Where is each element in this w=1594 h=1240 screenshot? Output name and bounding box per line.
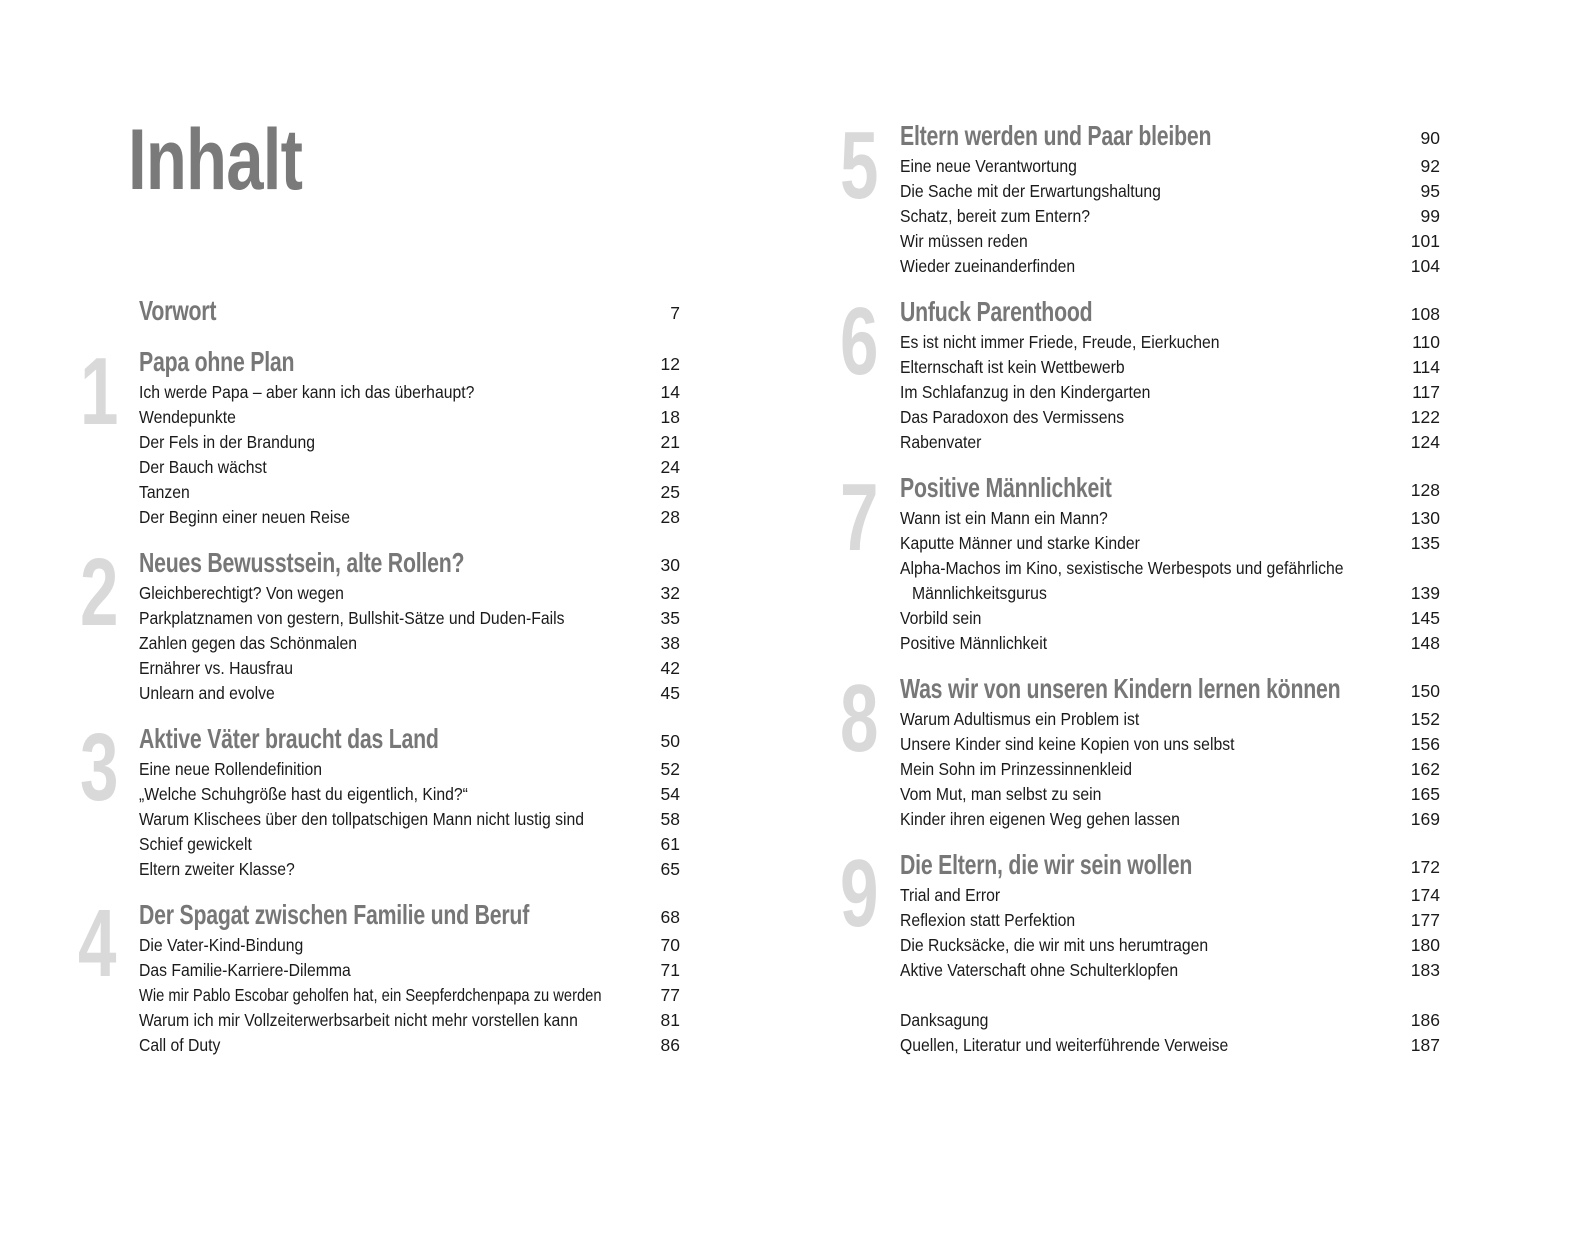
toc-entry[interactable]: [900, 958, 1440, 983]
toc-entry[interactable]: [900, 430, 1440, 455]
toc-entry[interactable]: [139, 631, 680, 656]
chapter-title: Eltern werden und Paar bleiben: [900, 120, 1212, 151]
entry-title: „Welche Schuhgröße hast du eigentlich, Kind?“: [139, 784, 468, 804]
page-number: 104: [1410, 256, 1440, 276]
chapter-title: Die Eltern, die wir sein wollen: [900, 849, 1193, 880]
chapter-number: 9: [840, 840, 879, 947]
page-number: 174: [1410, 885, 1440, 905]
page-number: 14: [660, 382, 680, 402]
page-number: 77: [660, 985, 680, 1005]
chapter-title: Der Spagat zwischen Familie und Beruf: [139, 899, 530, 930]
toc-entry-quellen[interactable]: [900, 1033, 1440, 1058]
toc-entry[interactable]: [139, 757, 680, 782]
page-number: 177: [1410, 910, 1440, 930]
chapter-number: 7: [840, 464, 879, 571]
chapter-heading[interactable]: [139, 723, 680, 754]
toc-entry[interactable]: [900, 229, 1440, 254]
toc-entry[interactable]: [900, 933, 1440, 958]
page-number: 90: [1420, 128, 1440, 148]
entry-title: Unlearn and evolve: [139, 683, 275, 703]
toc-entry[interactable]: [139, 606, 680, 631]
page-number: 152: [1410, 709, 1440, 729]
page-number: 70: [660, 935, 680, 955]
toc-entry[interactable]: [139, 958, 680, 983]
entry-title: Das Familie-Karriere-Dilemma: [139, 960, 351, 980]
page-number: 12: [660, 354, 680, 374]
page-number: 58: [660, 809, 680, 829]
entry-title: Schief gewickelt: [139, 834, 252, 854]
toc-entry[interactable]: [900, 154, 1440, 179]
entry-title: Trial and Error: [900, 885, 1001, 905]
toc-entry[interactable]: [139, 505, 680, 530]
toc-entry[interactable]: [900, 883, 1440, 908]
entry-title: Quellen, Literatur und weiterführende Verweise: [900, 1035, 1229, 1055]
toc-entry[interactable]: [900, 606, 1440, 631]
toc-entry[interactable]: [900, 732, 1440, 757]
page-number: 148: [1410, 633, 1440, 653]
toc-entry[interactable]: [900, 556, 1440, 606]
entry-title-continuation: Männlichkeitsgurus: [912, 583, 1047, 603]
page-number: 42: [660, 658, 680, 678]
page-number: 38: [660, 633, 680, 653]
entry-title: Zahlen gegen das Schönmalen: [139, 633, 358, 653]
chapter-title: Papa ohne Plan: [139, 346, 295, 377]
toc-entry[interactable]: [139, 857, 680, 882]
chapter-number: 2: [80, 539, 119, 646]
entry-title: Es ist nicht immer Friede, Freude, Eierkuchen: [900, 332, 1220, 352]
toc-entry[interactable]: [139, 455, 680, 480]
page-number: 108: [1410, 304, 1440, 324]
chapter-number: 6: [840, 288, 879, 395]
toc-entry[interactable]: [139, 405, 680, 430]
page-number: 187: [1410, 1035, 1440, 1055]
entry-title: Vom Mut, man selbst zu sein: [900, 784, 1102, 804]
entry-title: Kinder ihren eigenen Weg gehen lassen: [900, 809, 1180, 829]
page-number: 68: [660, 907, 680, 927]
entry-title: Wie mir Pablo Escobar geholfen hat, ein Seepferdchenpapa zu werden: [139, 985, 602, 1005]
page-number: 110: [1412, 332, 1440, 352]
toc-entry[interactable]: [900, 631, 1440, 656]
chapter-heading[interactable]: [900, 472, 1440, 503]
page-number: 45: [660, 683, 680, 703]
chapter-heading[interactable]: [139, 547, 680, 578]
toc-entry[interactable]: [900, 254, 1440, 279]
page-number: 71: [660, 960, 680, 980]
toc-vorwort[interactable]: [139, 295, 680, 326]
toc-entry[interactable]: [900, 405, 1440, 430]
page-number: 95: [1420, 181, 1440, 201]
toc-entry[interactable]: [139, 782, 680, 807]
page-number: 169: [1410, 809, 1440, 829]
entry-title: Eltern zweiter Klasse?: [139, 859, 295, 879]
entry-title: Die Vater-Kind-Bindung: [139, 935, 304, 955]
entry-title: Tanzen: [139, 482, 190, 502]
entry-title: Elternschaft ist kein Wettbewerb: [900, 357, 1125, 377]
page-number: 50: [660, 731, 680, 751]
toc-entry[interactable]: [900, 330, 1440, 355]
toc-entry[interactable]: [139, 480, 680, 505]
chapter-heading[interactable]: [900, 120, 1440, 151]
page-number: 92: [1420, 156, 1440, 176]
toc-entry[interactable]: [139, 681, 680, 706]
entry-title: Warum Adultismus ein Problem ist: [900, 709, 1140, 729]
page-number: 128: [1410, 480, 1440, 500]
page-number: 21: [660, 432, 680, 452]
entry-title: Das Paradoxon des Vermissens: [900, 407, 1125, 427]
entry-title: Eine neue Verantwortung: [900, 156, 1077, 176]
page-number: 52: [660, 759, 680, 779]
entry-title: Aktive Vaterschaft ohne Schulterklopfen: [900, 960, 1179, 980]
entry-title: Danksagung: [900, 1010, 989, 1030]
toc-entry[interactable]: [900, 204, 1440, 229]
entry-title: Der Bauch wächst: [139, 457, 267, 477]
entry-title: Unsere Kinder sind keine Kopien von uns selbst: [900, 734, 1235, 754]
page-number: 156: [1410, 734, 1440, 754]
entry-title: Wann ist ein Mann ein Mann?: [900, 508, 1108, 528]
chapter-heading[interactable]: [139, 346, 680, 377]
page-number: 61: [660, 834, 680, 854]
page-number: 24: [660, 457, 680, 477]
page-number: 122: [1410, 407, 1440, 427]
page-number: 145: [1410, 608, 1440, 628]
entry-title: Warum Klischees über den tollpatschigen Mann nicht lustig sind: [139, 809, 585, 829]
chapter-heading[interactable]: [900, 849, 1440, 880]
entry-title: Positive Männlichkeit: [900, 633, 1048, 653]
toc-entry[interactable]: [900, 782, 1440, 807]
entry-title: Schatz, bereit zum Entern?: [900, 206, 1090, 226]
entry-title: Warum ich mir Vollzeiterwerbsarbeit nicht mehr vorstellen kann: [139, 1010, 578, 1030]
page-number: 54: [660, 784, 680, 804]
toc-entry[interactable]: [900, 908, 1440, 933]
entry-title: Alpha-Machos im Kino, sexistische Werbespots und gefährliche: [900, 558, 1344, 578]
page-number: 35: [660, 608, 680, 628]
toc-entry[interactable]: [139, 933, 680, 958]
page-number: 124: [1410, 432, 1440, 452]
page-number: 114: [1412, 357, 1440, 377]
page-number: 165: [1410, 784, 1440, 804]
chapter-title: Unfuck Parenthood: [900, 296, 1093, 327]
chapter-number: 1: [80, 338, 119, 445]
entry-title: Parkplatznamen von gestern, Bullshit-Sätze und Duden-Fails: [139, 608, 565, 628]
entry-title: Mein Sohn im Prinzessinnenkleid: [900, 759, 1133, 779]
toc-entry[interactable]: [900, 531, 1440, 556]
chapter-number: 3: [80, 714, 119, 821]
entry-title: Ich werde Papa – aber kann ich das überhaupt?: [139, 382, 475, 402]
entry-title: Im Schlafanzug in den Kindergarten: [900, 382, 1151, 402]
entry-title: Vorbild sein: [900, 608, 982, 628]
entry-title: Eine neue Rollendefinition: [139, 759, 323, 779]
page-number: 150: [1410, 681, 1440, 701]
chapter-title: Positive Männlichkeit: [900, 472, 1112, 503]
page-number: 172: [1410, 857, 1440, 877]
entry-title: Kaputte Männer und starke Kinder: [900, 533, 1140, 553]
toc-entry[interactable]: [139, 983, 680, 1008]
chapter-heading[interactable]: [900, 673, 1440, 704]
chapter-title: Aktive Väter braucht das Land: [139, 723, 439, 754]
page-number: 65: [660, 859, 680, 879]
entry-title: Wir müssen reden: [900, 231, 1028, 251]
toc-entry[interactable]: [139, 380, 680, 405]
chapter-heading[interactable]: [139, 899, 680, 930]
toc-entry[interactable]: [139, 1008, 680, 1033]
page-number: 139: [1410, 583, 1440, 603]
toc-entry[interactable]: [900, 380, 1440, 405]
page-number: 99: [1420, 206, 1440, 226]
chapter-number: 5: [840, 112, 879, 219]
toc-entry-danksagung[interactable]: [900, 1008, 1440, 1033]
toc-entry[interactable]: [900, 506, 1440, 531]
chapter-title: Was wir von unseren Kindern lernen können: [900, 673, 1341, 704]
page-number: 86: [660, 1035, 680, 1055]
toc-entry[interactable]: [139, 581, 680, 606]
entry-title: Die Sache mit der Erwartungshaltung: [900, 181, 1161, 201]
page-number: 135: [1410, 533, 1440, 553]
page-number: 117: [1412, 382, 1440, 402]
page-number: 32: [660, 583, 680, 603]
page-number: 7: [670, 303, 680, 323]
entry-title: Der Beginn einer neuen Reise: [139, 507, 351, 527]
toc-entry[interactable]: [139, 832, 680, 857]
toc-entry[interactable]: [900, 807, 1440, 832]
entry-title: Reflexion statt Perfektion: [900, 910, 1076, 930]
entry-title: Ernährer vs. Hausfrau: [139, 658, 294, 678]
page-number: 18: [660, 407, 680, 427]
chapter-number: 4: [78, 890, 117, 997]
toc-entry[interactable]: [900, 355, 1440, 380]
page-number: 162: [1410, 759, 1440, 779]
entry-title: Die Rucksäcke, die wir mit uns herumtragen: [900, 935, 1209, 955]
page-number: 130: [1410, 508, 1440, 528]
toc-entry[interactable]: [900, 707, 1440, 732]
toc-entry[interactable]: [900, 179, 1440, 204]
page-number: 25: [660, 482, 680, 502]
page-number: 81: [660, 1010, 680, 1030]
entry-title: Der Fels in der Brandung: [139, 432, 315, 452]
toc-entry[interactable]: [139, 430, 680, 455]
page-number: 180: [1410, 935, 1440, 955]
page-number: 183: [1410, 960, 1440, 980]
vorwort-title: Vorwort: [139, 295, 217, 326]
chapter-number: 8: [840, 665, 879, 772]
chapter-title: Neues Bewusstsein, alte Rollen?: [139, 547, 465, 578]
toc-entry[interactable]: [139, 1033, 680, 1058]
toc-entry[interactable]: [139, 807, 680, 832]
page-number: 28: [660, 507, 680, 527]
page-title: Inhalt: [128, 112, 303, 208]
entry-title: Wendepunkte: [139, 407, 236, 427]
entry-title: Wieder zueinanderfinden: [900, 256, 1076, 276]
page-number: 101: [1410, 231, 1440, 251]
toc-entry[interactable]: [139, 656, 680, 681]
chapter-heading[interactable]: [900, 296, 1440, 327]
page-number: 186: [1410, 1010, 1440, 1030]
page-number: 30: [660, 555, 680, 575]
entry-title: Call of Duty: [139, 1035, 221, 1055]
toc-entry[interactable]: [900, 757, 1440, 782]
entry-title: Gleichberechtigt? Von wegen: [139, 583, 344, 603]
entry-title: Rabenvater: [900, 432, 982, 452]
